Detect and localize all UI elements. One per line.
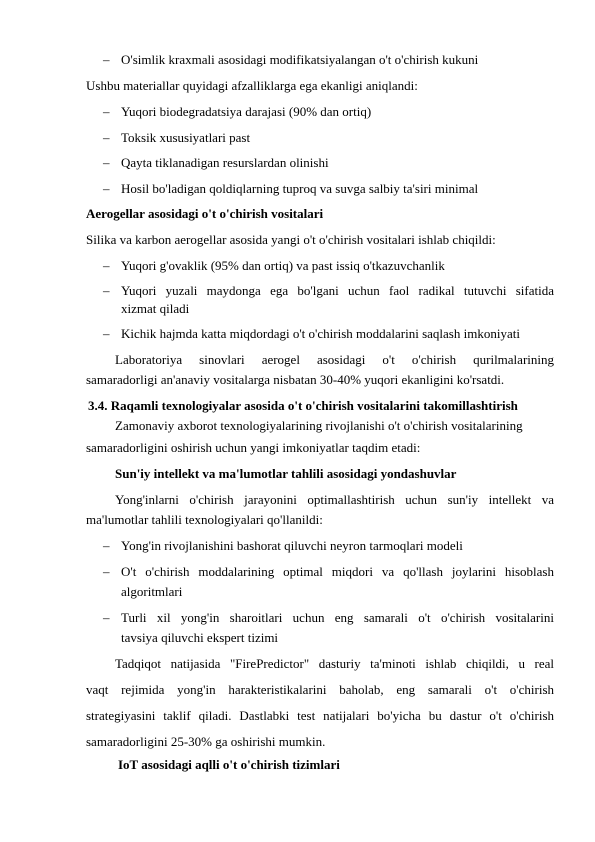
list-item-continuation: xizmat qiladi xyxy=(121,301,190,316)
subsection-heading: IoT asosidagi aqlli o't o'chirish tizimlari xyxy=(118,757,340,772)
paragraph-line: ma'lumotlar tahlili texnologiyalari qo'llanildi: xyxy=(86,512,323,527)
paragraph-line: samaradorligini oshirish uchun yangi imkoniyatlar taqdim etadi: xyxy=(86,440,421,455)
list-item: Yuqori biodegradatsiya darajasi (90% dan ortiq) xyxy=(121,104,372,119)
list-item-continuation: algoritmlari xyxy=(121,584,183,599)
paragraph-line: vaqt rejimida yong'in harakteristikalarini baholab, eng samarali o't o'chirish xyxy=(86,682,554,697)
bullet-dash: – xyxy=(103,104,110,119)
bullet-dash: – xyxy=(103,52,110,67)
bullet-dash: – xyxy=(103,610,110,625)
paragraph-line: Yong'inlarni o'chirish jarayonini optimallashtirish uchun sun'iy intellekt va xyxy=(115,492,554,507)
bullet-dash: – xyxy=(103,155,110,170)
list-item: Kichik hajmda katta miqdordagi o't o'chirish moddalarini saqlash imkoniyati xyxy=(121,326,520,341)
list-item: Hosil bo'ladigan qoldiqlarning tuproq va suvga salbiy ta'siri minimal xyxy=(121,181,479,196)
bullet-dash: – xyxy=(103,181,110,196)
list-item: Qayta tiklanadigan resurslardan olinishi xyxy=(121,155,329,170)
bullet-dash: – xyxy=(103,326,110,341)
list-item: O't o'chirish moddalarining optimal miqdori va qo'llash joylarini hisoblash xyxy=(121,564,554,579)
bullet-dash: – xyxy=(103,538,110,553)
section-heading: Aerogellar asosidagi o't o'chirish vositalari xyxy=(86,206,324,221)
paragraph-line: Tadqiqot natijasida "FirePredictor" dasturiy ta'minoti ishlab chiqildi, u real xyxy=(115,656,554,671)
bullet-dash: – xyxy=(103,130,110,145)
paragraph-line: strategiyasini taklif qiladi. Dastlabki test natijalari bo'yicha bu dastur o't o'chirish xyxy=(86,708,554,723)
paragraph-line: Silika va karbon aerogellar asosida yangi o't o'chirish vositalari ishlab chiqildi: xyxy=(86,232,496,247)
paragraph-line: Ushbu materiallar quyidagi afzalliklarga ega ekanligi aniqlandi: xyxy=(86,78,418,93)
bullet-dash: – xyxy=(103,283,110,298)
list-item: Yuqori g'ovaklik (95% dan ortiq) va past issiq o'tkazuvchanlik xyxy=(121,258,445,273)
bullet-dash: – xyxy=(103,564,110,579)
paragraph-line: samaradorligini 25-30% ga oshirishi mumkin. xyxy=(86,734,326,749)
paragraph-line: samaradorligi an'anaviy vositalarga nisbatan 30-40% yuqori ekanligini ko'rsatdi. xyxy=(86,372,505,387)
list-item: Turli xil yong'in sharoitlari uchun eng samarali o't o'chirish vositalarini xyxy=(121,610,554,625)
list-item: O'simlik kraxmali asosidagi modifikatsiyalangan o't o'chirish kukuni xyxy=(121,52,479,67)
section-heading: 3.4. Raqamli texnologiyalar asosida o't o'chirish vositalarini takomillashtirish xyxy=(88,398,518,413)
list-item: Yuqori yuzali maydonga ega bo'lgani uchun faol radikal tutuvchi sifatida xyxy=(121,283,554,298)
subsection-heading: Sun'iy intellekt va ma'lumotlar tahlili asosidagi yondashuvlar xyxy=(115,466,457,481)
list-item: Toksik xususiyatlari past xyxy=(121,130,251,145)
list-item-continuation: tavsiya qiluvchi ekspert tizimi xyxy=(121,630,279,645)
paragraph-line: Zamonaviy axborot texnologiyalarining rivojlanishi o't o'chirish vositalarining xyxy=(115,418,523,433)
paragraph-line: Laboratoriya sinovlari aerogel asosidagi o't o'chirish qurilmalarining xyxy=(115,352,554,367)
bullet-dash: – xyxy=(103,258,110,273)
list-item: Yong'in rivojlanishini bashorat qiluvchi neyron tarmoqlari modeli xyxy=(121,538,463,553)
